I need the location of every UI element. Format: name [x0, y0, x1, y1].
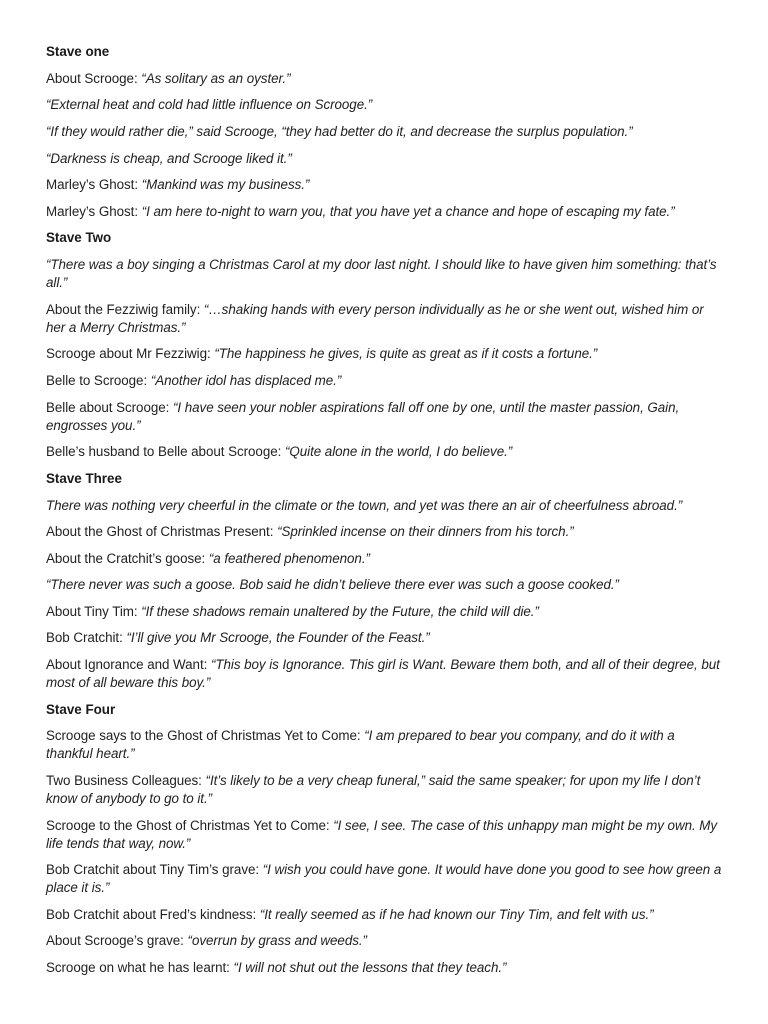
quote-entry [46, 656, 722, 692]
quote-text: “Sprinkled incense on their dinners from his torch.” [277, 524, 574, 540]
quote-entry [46, 629, 722, 647]
quote-entry [46, 96, 722, 114]
quote-speaker: Scrooge about Mr Fezziwig: [46, 346, 215, 362]
quote-text: “As solitary as an oyster.” [141, 70, 291, 86]
quote-text: “overrun by grass and weeds.” [187, 933, 367, 949]
stave-heading: Stave Three [46, 470, 122, 486]
quote-speaker: Scrooge on what he has learnt: [46, 960, 234, 976]
quote-speaker: Belle about Scrooge: [46, 399, 173, 415]
quote-entry [46, 576, 722, 594]
quote-entry [46, 550, 722, 568]
quote-text: “I am prepared to bear you company, and do it with a thankful heart.” [46, 728, 675, 762]
quote-entry [46, 906, 722, 924]
quote-entry [46, 345, 722, 363]
quote-text: “It’s likely to be a very cheap funeral,” said the same speaker; for upon my life I don’t know of anybody to go to it.” [46, 773, 701, 807]
quote-text: “If these shadows remain unaltered by the Future, the child will die.” [141, 603, 539, 619]
stave-heading: Stave one [46, 44, 110, 59]
quote-text: “Another idol has displaced me.” [150, 372, 342, 388]
quote-entry [46, 123, 722, 141]
quote-text: “I have seen your nobler aspirations fall off one by one, until the master passion, Gain, engrosses you.” [46, 399, 680, 433]
quote-entry [46, 523, 722, 541]
quote-speaker: About the Ghost of Christmas Present: [46, 524, 278, 540]
quote-speaker: About Scrooge’s grave: [46, 933, 188, 949]
quote-entry [46, 443, 722, 461]
quote-speaker: Bob Cratchit: [46, 630, 127, 646]
quote-speaker: About Ignorance and Want: [46, 657, 211, 673]
stave-heading: Stave Two [46, 230, 112, 246]
quote-entry [46, 817, 722, 853]
quote-text: “It really seemed as if he had known our Tiny Tim, and felt with us.” [259, 906, 654, 922]
quote-text: “I am here to-night to warn you, that you have yet a chance and hope of escaping my fate.” [141, 203, 675, 219]
quote-entry [46, 772, 722, 808]
quote-entry [46, 603, 722, 621]
quote-text: There was nothing very cheerful in the climate or the town, and yet was there an air of cheerfulness abroad.” [46, 497, 683, 513]
quote-speaker: About the Fezziwig family: [46, 301, 204, 317]
quote-text: “…shaking hands with every person individually as he or she went out, wished him or her a Merry Christmas.” [46, 301, 704, 335]
quote-speaker: Marley’s Ghost: [46, 203, 142, 219]
quote-entry [46, 301, 722, 337]
stave-heading: Stave Four [46, 701, 116, 717]
quote-entry [46, 150, 722, 168]
quote-speaker: Marley’s Ghost: [46, 177, 142, 193]
quote-entry [46, 399, 722, 435]
quote-speaker: Bob Cratchit about Fred’s kindness: [46, 906, 260, 922]
quote-speaker: Two Business Colleagues: [46, 773, 206, 789]
quote-text: “External heat and cold had little influence on Scrooge.” [46, 97, 373, 113]
quote-entry [46, 176, 722, 194]
quote-speaker: Scrooge says to the Ghost of Christmas Yet to Come: [46, 728, 365, 744]
quote-text: “I will not shut out the lessons that they teach.” [233, 960, 507, 976]
quote-speaker: About Tiny Tim: [46, 603, 142, 619]
quote-text: “I’ll give you Mr Scrooge, the Founder of the Feast.” [126, 630, 430, 646]
quote-entry [46, 932, 722, 950]
quote-text: “a feathered phenomenon.” [208, 550, 370, 566]
quote-entry [46, 861, 722, 897]
quote-text: “Quite alone in the world, I do believe.” [284, 444, 513, 460]
quote-entry [46, 256, 722, 292]
quote-speaker: Bob Cratchit about Tiny Tim’s grave: [46, 862, 263, 878]
quote-text: “I wish you could have gone. It would have done you good to see how green a place it is.” [46, 862, 722, 896]
quote-text: “The happiness he gives, is quite as great as if it costs a fortune.” [214, 346, 598, 362]
quote-text: “Darkness is cheap, and Scrooge liked it.” [46, 150, 292, 166]
quote-entry [46, 959, 722, 977]
quote-text: “If they would rather die,” said Scrooge, “they had better do it, and decrease the surplus population.” [46, 123, 633, 139]
quote-speaker: Scrooge to the Ghost of Christmas Yet to Come: [46, 817, 334, 833]
quote-speaker: Belle’s husband to Belle about Scrooge: [46, 444, 285, 460]
quote-entry [46, 727, 722, 763]
quote-entry [46, 372, 722, 390]
quote-speaker: About Scrooge: [46, 70, 142, 86]
quote-text: “I see, I see. The case of this unhappy man might be my own. My life tends that way, now.” [46, 817, 718, 851]
quote-speaker: About the Cratchit’s goose: [46, 550, 209, 566]
quote-text: “Mankind was my business.” [141, 177, 310, 193]
quote-entry [46, 497, 722, 515]
quote-entry [46, 203, 722, 221]
quote-speaker: Belle to Scrooge: [46, 372, 151, 388]
quote-text: “There never was such a goose. Bob said he didn’t believe there ever was such a goose cooked.” [46, 577, 619, 593]
quote-entry [46, 70, 722, 88]
quote-text: “There was a boy singing a Christmas Carol at my door last night. I should like to have given him something: that’s all.” [46, 257, 717, 291]
quote-text: “This boy is Ignorance. This girl is Want. Beware them both, and all of their degree, but most of all beware this boy.” [46, 657, 720, 691]
